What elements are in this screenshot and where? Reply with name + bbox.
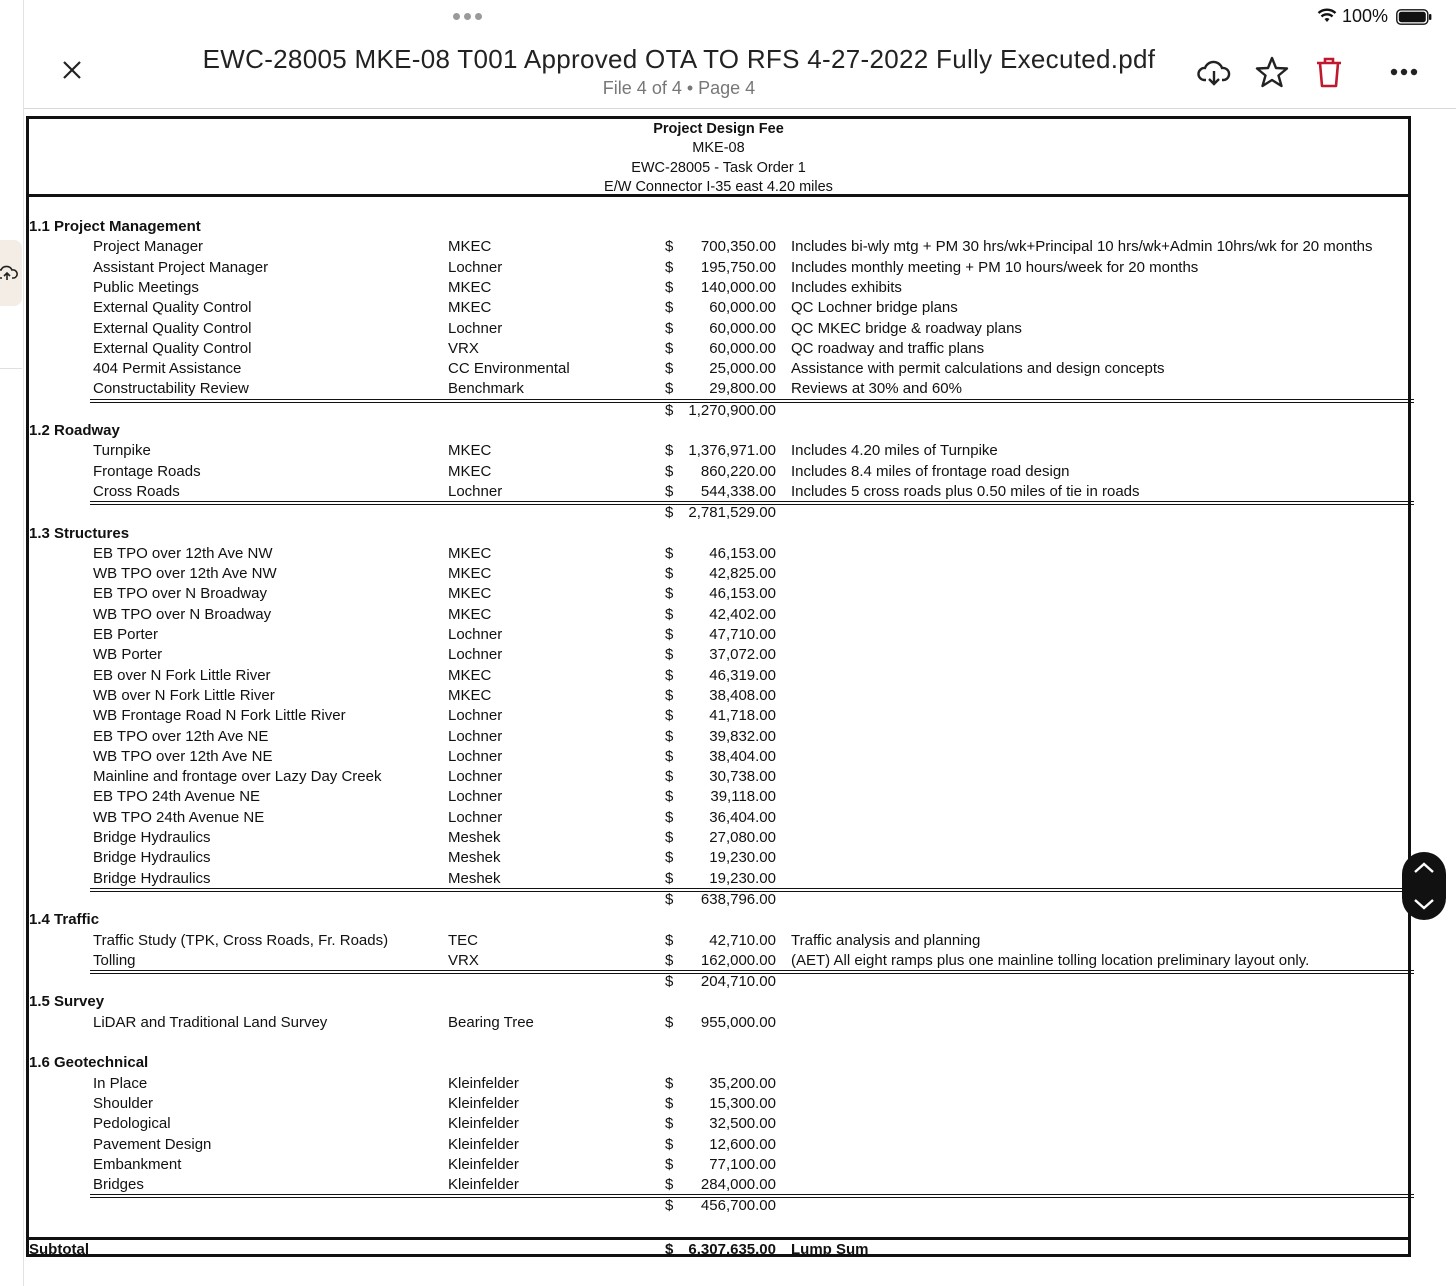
line-item-note: Traffic analysis and planning <box>791 931 981 949</box>
table-row <box>29 482 1408 502</box>
currency-symbol: $ <box>665 707 674 725</box>
table-row <box>29 359 1408 379</box>
line-item-name: WB Porter <box>93 646 163 664</box>
line-item-amount: 35,200.00 <box>709 1074 776 1092</box>
line-item-firm: Meshek <box>448 849 501 867</box>
line-item-firm: MKEC <box>448 442 492 460</box>
line-item-name: Constructability Review <box>93 380 249 398</box>
line-item-name: WB over N Fork Little River <box>93 686 275 704</box>
line-item-name: Cross Roads <box>93 482 180 500</box>
line-item-name: In Place <box>93 1074 148 1092</box>
battery-percent: 100% <box>1342 6 1389 26</box>
line-item-firm: Kleinfelder <box>448 1115 519 1133</box>
currency-symbol: $ <box>665 973 674 991</box>
line-item-firm: Lochner <box>448 646 503 664</box>
line-item-amount: 544,338.00 <box>700 482 776 500</box>
table-row <box>29 1135 1408 1155</box>
line-item-firm: Benchmark <box>448 380 524 398</box>
line-item-name: EB over N Fork Little River <box>93 666 271 684</box>
line-item-amount: 195,750.00 <box>700 258 776 276</box>
more-icon[interactable] <box>1386 54 1422 90</box>
table-row <box>29 1175 1408 1195</box>
currency-symbol: $ <box>665 768 674 786</box>
table-row <box>29 319 1408 339</box>
table-row <box>29 828 1408 848</box>
cloud-download-icon[interactable] <box>1196 54 1232 90</box>
line-item-amount: 60,000.00 <box>709 299 776 317</box>
line-item-amount: 38,404.00 <box>709 747 776 765</box>
project-code: MKE-08 <box>692 140 745 156</box>
section-total: 638,796.00 <box>700 890 776 908</box>
currency-symbol: $ <box>665 504 674 522</box>
line-item-amount: 860,220.00 <box>700 462 776 480</box>
line-item-amount: 46,153.00 <box>709 585 776 603</box>
currency-symbol: $ <box>665 829 674 846</box>
line-item-firm: CC Environmental <box>448 360 570 378</box>
line-item-note: (AET) All eight ramps plus one mainline tolling location preliminary layout only. <box>791 951 1310 969</box>
line-item-firm: TEC <box>448 931 478 949</box>
line-item-amount: 30,738.00 <box>709 768 776 786</box>
subtotal-row <box>29 1237 1408 1260</box>
line-item-name: Public Meetings <box>93 278 199 296</box>
table-row <box>29 605 1408 625</box>
section-heading <box>29 217 1408 237</box>
table-row <box>29 441 1408 461</box>
line-item-name: Project Manager <box>93 238 204 256</box>
line-item-firm: MKEC <box>448 585 492 603</box>
wifi-icon <box>1316 6 1338 24</box>
table-row <box>29 278 1408 298</box>
line-item-name: Bridges <box>93 1176 144 1194</box>
table-row <box>29 1013 1408 1033</box>
line-item-firm: MKEC <box>448 605 492 623</box>
line-item-name: Turnpike <box>93 442 151 460</box>
currency-symbol: $ <box>665 1115 674 1133</box>
line-item-amount: 42,402.00 <box>709 605 776 623</box>
section-total-row <box>29 401 1408 421</box>
line-item-amount: 700,350.00 <box>700 238 776 256</box>
line-item-note: Includes monthly meeting + PM 10 hours/week for 20 months <box>791 258 1199 276</box>
line-item-note: Includes 4.20 miles of Turnpike <box>791 442 998 460</box>
line-item-firm: MKEC <box>448 278 492 296</box>
line-item-amount: 41,718.00 <box>709 707 776 725</box>
line-item-name: Pedological <box>93 1115 171 1133</box>
section-total-row <box>29 503 1408 523</box>
currency-symbol: $ <box>665 585 674 603</box>
currency-symbol: $ <box>665 951 674 969</box>
currency-symbol: $ <box>665 258 674 276</box>
line-item-amount: 955,000.00 <box>700 1013 776 1031</box>
table-row <box>29 462 1408 482</box>
line-item-firm: Bearing Tree <box>448 1013 534 1031</box>
line-item-name: EB TPO over N Broadway <box>93 585 267 603</box>
side-divider <box>0 368 22 369</box>
line-item-note: Includes 8.4 miles of frontage road design <box>791 462 1070 480</box>
line-item-amount: 15,300.00 <box>709 1094 776 1112</box>
line-item-name: Mainline and frontage over Lazy Day Creek <box>93 768 382 786</box>
table-row <box>29 808 1408 828</box>
table-row <box>29 951 1408 971</box>
section-total: 456,700.00 <box>700 1197 776 1215</box>
line-item-amount: 39,118.00 <box>710 788 776 806</box>
line-item-amount: 37,072.00 <box>709 646 776 664</box>
line-item-note: QC MKEC bridge & roadway plans <box>791 319 1022 337</box>
table-row <box>29 869 1408 889</box>
table-row <box>29 564 1408 584</box>
section-label: 1.3 Structures <box>29 524 130 542</box>
line-item-name: Bridge Hydraulics <box>93 849 211 867</box>
line-item-note: Reviews at 30% and 60% <box>791 380 962 398</box>
side-upload-tab[interactable] <box>0 240 22 306</box>
line-item-name: Traffic Study (TPK, Cross Roads, Fr. Roads) <box>93 931 389 949</box>
page-navigator <box>1402 852 1446 920</box>
line-item-name: Assistant Project Manager <box>93 258 269 276</box>
line-item-firm: MKEC <box>448 666 492 684</box>
status-bar <box>0 0 1456 34</box>
currency-symbol: $ <box>665 808 674 826</box>
line-item-amount: 27,080.00 <box>709 829 776 846</box>
line-item-name: External Quality Control <box>93 319 252 337</box>
line-item-note: Assistance with permit calculations and design concepts <box>791 360 1165 378</box>
line-item-amount: 162,000.00 <box>700 951 776 969</box>
currency-symbol: $ <box>665 380 674 398</box>
table-row <box>29 666 1408 686</box>
currency-symbol: $ <box>665 605 674 623</box>
currency-symbol: $ <box>665 278 674 296</box>
section-total: 2,781,529.00 <box>688 504 776 522</box>
table-row <box>29 1155 1408 1175</box>
line-item-name: EB TPO over 12th Ave NW <box>93 544 273 562</box>
multitask-dots-icon[interactable] <box>453 13 482 20</box>
line-item-name: Tolling <box>93 951 136 969</box>
line-item-name: EB TPO over 12th Ave NE <box>93 727 269 745</box>
currency-symbol: $ <box>665 1094 674 1112</box>
table-row <box>29 258 1408 278</box>
line-item-amount: 39,832.00 <box>709 727 776 745</box>
line-item-amount: 284,000.00 <box>700 1176 776 1194</box>
line-item-firm: Meshek <box>448 829 501 846</box>
line-item-amount: 42,710.00 <box>709 931 776 949</box>
currency-symbol: $ <box>665 544 674 562</box>
subtotal-note: Lump Sum <box>791 1241 869 1258</box>
line-item-amount: 36,404.00 <box>709 808 776 826</box>
line-item-amount: 38,408.00 <box>709 686 776 704</box>
section-total-row <box>29 1196 1408 1216</box>
table-row <box>29 747 1408 767</box>
currency-symbol: $ <box>665 1074 674 1092</box>
line-item-firm: Kleinfelder <box>448 1135 519 1153</box>
chevron-down-icon[interactable] <box>1412 894 1436 914</box>
table-row <box>29 1114 1408 1134</box>
line-item-amount: 25,000.00 <box>709 360 776 378</box>
line-item-firm: MKEC <box>448 299 492 317</box>
line-item-note: QC roadway and traffic plans <box>791 339 985 357</box>
line-item-firm: Kleinfelder <box>448 1176 519 1194</box>
line-item-firm: Lochner <box>448 768 503 786</box>
line-item-amount: 60,000.00 <box>709 339 776 357</box>
line-item-name: Embankment <box>93 1155 182 1173</box>
trash-icon[interactable] <box>1311 54 1347 90</box>
viewer-header <box>24 34 1456 109</box>
table-row <box>29 848 1408 868</box>
currency-symbol: $ <box>665 931 674 949</box>
currency-symbol: $ <box>665 339 674 357</box>
line-item-name: Pavement Design <box>93 1135 212 1153</box>
document-title: EWC-28005 MKE-08 T001 Approved OTA TO RFS 4-27-2022 Fully Executed.pdf <box>202 44 1156 74</box>
section-heading <box>29 992 1408 1012</box>
star-icon[interactable] <box>1254 54 1290 90</box>
line-item-name: EB TPO 24th Avenue NE <box>93 788 261 806</box>
section-heading <box>29 910 1408 930</box>
line-item-firm: VRX <box>448 951 479 969</box>
line-item-name: WB TPO over 12th Ave NE <box>93 747 273 765</box>
line-item-firm: Lochner <box>448 482 503 500</box>
line-item-firm: Lochner <box>448 707 503 725</box>
currency-symbol: $ <box>665 727 674 745</box>
table-row <box>29 379 1408 399</box>
line-item-name: Bridge Hydraulics <box>93 869 211 887</box>
table-row <box>29 544 1408 564</box>
currency-symbol: $ <box>665 1176 674 1194</box>
section-total-row <box>29 890 1408 910</box>
line-item-name: WB TPO 24th Avenue NE <box>93 808 265 826</box>
line-item-name: External Quality Control <box>93 339 252 357</box>
project-description: E/W Connector I-35 east 4.20 miles <box>604 179 833 195</box>
table-row <box>29 787 1408 807</box>
line-item-firm: Lochner <box>448 808 503 826</box>
line-item-name: LiDAR and Traditional Land Survey <box>93 1013 328 1031</box>
table-row <box>29 931 1408 951</box>
line-item-firm: MKEC <box>448 462 492 480</box>
section-heading <box>29 1053 1408 1073</box>
currency-symbol: $ <box>665 1135 674 1153</box>
line-item-firm: Lochner <box>448 727 503 745</box>
table-row <box>29 706 1408 726</box>
line-item-note: QC Lochner bridge plans <box>791 299 958 317</box>
section-label: 1.5 Survey <box>29 993 105 1011</box>
line-item-amount: 46,153.00 <box>709 544 776 562</box>
currency-symbol: $ <box>665 747 674 765</box>
line-item-amount: 47,710.00 <box>709 626 776 643</box>
section-heading <box>29 524 1408 544</box>
currency-symbol: $ <box>665 401 674 419</box>
currency-symbol: $ <box>665 849 674 867</box>
chevron-up-icon[interactable] <box>1412 858 1436 878</box>
currency-symbol: $ <box>665 238 674 256</box>
currency-symbol: $ <box>665 482 674 500</box>
currency-symbol: $ <box>665 666 674 684</box>
fee-table-title: Project Design Fee <box>653 121 784 137</box>
table-row <box>29 727 1408 747</box>
line-item-firm: Lochner <box>448 258 503 276</box>
table-row <box>29 298 1408 318</box>
page-indicator: File 4 of 4 • Page 4 <box>602 78 756 98</box>
line-item-note: Includes exhibits <box>791 278 902 296</box>
table-row <box>29 339 1408 359</box>
section-label: 1.1 Project Management <box>29 218 201 235</box>
line-item-firm: MKEC <box>448 686 492 704</box>
line-item-amount: 46,319.00 <box>709 666 776 684</box>
currency-symbol: $ <box>665 319 674 337</box>
line-item-firm: Lochner <box>448 626 503 643</box>
currency-symbol: $ <box>665 890 674 908</box>
line-item-firm: Kleinfelder <box>448 1074 519 1092</box>
line-item-amount: 29,800.00 <box>709 380 776 398</box>
close-icon[interactable] <box>60 58 84 82</box>
line-item-amount: 32,500.00 <box>709 1115 776 1133</box>
sidebar-divider <box>23 0 24 1286</box>
subtotal-label: Subtotal <box>29 1241 89 1258</box>
line-item-name: WB TPO over N Broadway <box>93 605 272 623</box>
line-item-note: Includes 5 cross roads plus 0.50 miles of tie in roads <box>791 482 1140 500</box>
currency-symbol: $ <box>665 1197 674 1215</box>
battery-icon <box>1396 9 1432 25</box>
table-row <box>29 767 1408 787</box>
line-item-firm: VRX <box>448 339 479 357</box>
pdf-page <box>26 116 1411 1257</box>
currency-symbol: $ <box>665 869 674 887</box>
currency-symbol: $ <box>665 442 674 460</box>
currency-symbol: $ <box>665 788 674 806</box>
fee-table-body <box>29 119 1408 1254</box>
line-item-firm: Lochner <box>448 788 503 806</box>
subtotal-amount: 6,307,635.00 <box>688 1241 776 1258</box>
task-order: EWC-28005 - Task Order 1 <box>631 160 806 176</box>
line-item-amount: 140,000.00 <box>700 278 776 296</box>
currency-symbol: $ <box>665 1013 674 1031</box>
currency-symbol: $ <box>665 646 674 664</box>
line-item-amount: 19,230.00 <box>709 849 776 867</box>
line-item-firm: Lochner <box>448 747 503 765</box>
table-row <box>29 686 1408 706</box>
line-item-amount: 42,825.00 <box>709 565 776 583</box>
cloud-upload-icon <box>0 262 18 284</box>
currency-symbol: $ <box>665 462 674 480</box>
table-row <box>29 625 1408 645</box>
line-item-firm: Meshek <box>448 869 501 887</box>
table-row <box>29 237 1408 257</box>
line-item-firm: MKEC <box>448 238 492 256</box>
section-total: 204,710.00 <box>700 973 776 991</box>
line-item-name: WB TPO over 12th Ave NW <box>93 565 277 583</box>
section-label: 1.4 Traffic <box>29 911 100 929</box>
table-row <box>29 1074 1408 1094</box>
line-item-note: Includes bi-wly mtg + PM 30 hrs/wk+Principal 10 hrs/wk+Admin 10hrs/wk for 20 months <box>791 238 1373 256</box>
currency-symbol: $ <box>665 565 674 583</box>
section-total: 1,270,900.00 <box>688 401 776 419</box>
line-item-amount: 60,000.00 <box>709 319 776 337</box>
section-total-row <box>29 972 1408 992</box>
line-item-amount: 19,230.00 <box>709 869 776 887</box>
line-item-firm: MKEC <box>448 544 492 562</box>
section-label: 1.6 Geotechnical <box>29 1054 149 1072</box>
currency-symbol: $ <box>665 1241 674 1258</box>
line-item-name: 404 Permit Assistance <box>93 360 242 378</box>
table-row <box>29 1094 1408 1114</box>
line-item-firm: Kleinfelder <box>448 1155 519 1173</box>
section-label: 1.2 Roadway <box>29 422 120 439</box>
line-item-firm: Lochner <box>448 319 503 337</box>
currency-symbol: $ <box>665 299 674 317</box>
line-item-firm: MKEC <box>448 565 492 583</box>
section-heading <box>29 421 1408 441</box>
line-item-name: Bridge Hydraulics <box>93 829 211 846</box>
table-row <box>29 584 1408 604</box>
currency-symbol: $ <box>665 360 674 378</box>
line-item-name: Shoulder <box>93 1094 154 1112</box>
currency-symbol: $ <box>665 1155 674 1173</box>
line-item-amount: 1,376,971.00 <box>688 442 776 460</box>
currency-symbol: $ <box>665 626 674 643</box>
line-item-amount: 77,100.00 <box>709 1155 776 1173</box>
line-item-firm: Kleinfelder <box>448 1094 519 1112</box>
line-item-amount: 12,600.00 <box>709 1135 776 1153</box>
line-item-name: External Quality Control <box>93 299 252 317</box>
table-row <box>29 645 1408 665</box>
line-item-name: WB Frontage Road N Fork Little River <box>93 707 346 725</box>
currency-symbol: $ <box>665 686 674 704</box>
line-item-name: EB Porter <box>93 626 159 643</box>
line-item-name: Frontage Roads <box>93 462 201 480</box>
